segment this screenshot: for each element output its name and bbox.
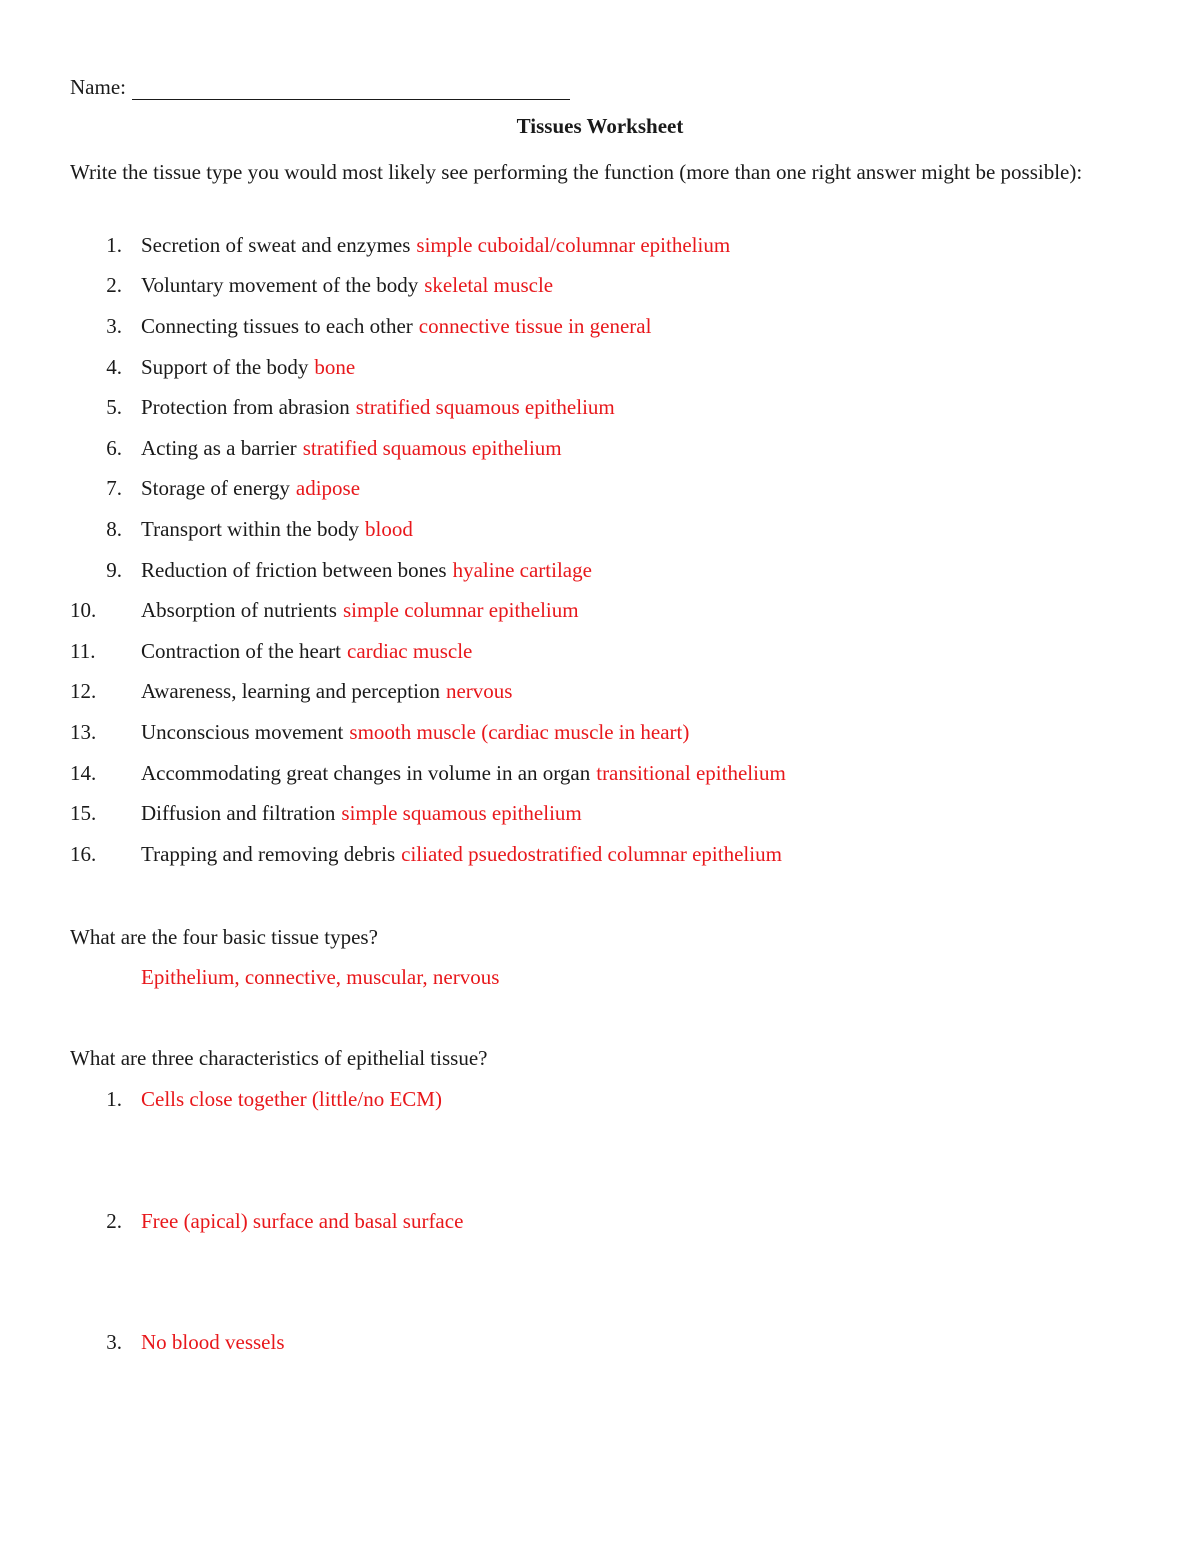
characteristic-number: 3. [106, 1330, 122, 1354]
question-answer: transitional epithelium [596, 760, 786, 785]
question-item [70, 834, 1130, 875]
question-answer: nervous [445, 679, 513, 704]
question-prompt: Reduction of friction between bones [141, 557, 447, 582]
characteristic-answer: No blood vessels [141, 1330, 285, 1354]
instructions: Write the tissue type you would most likely see performing the function (more than one right answer might be possible): [70, 160, 1083, 184]
characteristic-number: 1. [106, 1087, 122, 1111]
question-prompt: Storage of energy [141, 476, 290, 501]
question-prompt: Contraction of the heart [141, 638, 342, 663]
name-label: Name: [70, 75, 126, 99]
name-field-row [70, 70, 570, 100]
question-number: 14. [70, 760, 97, 785]
question-number: 8. [106, 516, 122, 541]
epithelial-characteristics-question: What are three characteristics of epithelial tissue? [70, 1046, 488, 1070]
question-item [70, 306, 1130, 347]
question-item [70, 347, 1130, 388]
question-item [70, 793, 1130, 834]
question-prompt: Transport within the body [141, 516, 359, 541]
question-number: 12. [70, 679, 97, 704]
question-item [70, 428, 1130, 469]
characteristic-answer: Cells close together (little/no ECM) [141, 1087, 442, 1111]
basic-types-answer: Epithelium, connective, muscular, nervous [141, 965, 500, 989]
question-number: 15. [70, 801, 97, 826]
question-number: 10. [70, 598, 97, 623]
question-prompt: Connecting tissues to each other [141, 313, 413, 338]
question-prompt: Acting as a barrier [141, 435, 297, 460]
question-answer: simple columnar epithelium [342, 598, 579, 623]
question-number: 5. [106, 395, 122, 420]
question-answer: blood [364, 516, 413, 541]
question-item [70, 225, 1130, 266]
question-number: 11. [70, 638, 96, 663]
question-answer: skeletal muscle [424, 273, 554, 298]
question-number: 7. [106, 476, 122, 501]
question-prompt: Awareness, learning and perception [141, 679, 440, 704]
question-prompt: Accommodating great changes in volume in an organ [141, 760, 591, 785]
question-number: 3. [106, 313, 122, 338]
question-answer: simple cuboidal/columnar epithelium [416, 232, 731, 257]
question-item [70, 550, 1130, 591]
question-list [70, 225, 1130, 875]
question-item [70, 266, 1130, 307]
question-answer: stratified squamous epithelium [355, 395, 615, 420]
question-answer: simple squamous epithelium [341, 801, 582, 826]
question-number: 16. [70, 841, 97, 866]
question-answer: connective tissue in general [418, 313, 652, 338]
question-prompt: Absorption of nutrients [141, 598, 337, 623]
question-prompt: Voluntary movement of the body [141, 273, 419, 298]
question-answer: adipose [295, 476, 361, 501]
question-prompt: Secretion of sweat and enzymes [141, 232, 411, 257]
question-answer: hyaline cartilage [452, 557, 592, 582]
question-answer: cardiac muscle [347, 638, 473, 663]
question-prompt: Trapping and removing debris [141, 841, 396, 866]
question-answer: bone [314, 354, 356, 379]
question-prompt: Unconscious movement [141, 719, 344, 744]
question-prompt: Protection from abrasion [141, 395, 350, 420]
characteristic-item [70, 1330, 285, 1355]
characteristic-answer: Free (apical) surface and basal surface [141, 1209, 464, 1233]
question-item [70, 631, 1130, 672]
question-number: 6. [106, 435, 122, 460]
question-number: 1. [106, 232, 122, 257]
question-answer: stratified squamous epithelium [302, 435, 562, 460]
characteristic-item [70, 1209, 463, 1234]
question-number: 2. [106, 273, 122, 298]
question-number: 13. [70, 719, 97, 744]
name-blank-line[interactable] [132, 75, 570, 100]
question-item [70, 469, 1130, 510]
page-title: Tissues Worksheet [516, 114, 684, 138]
question-answer: smooth muscle (cardiac muscle in heart) [349, 719, 690, 744]
question-answer: ciliated psuedostratified columnar epithelium [401, 841, 782, 866]
question-item [70, 387, 1130, 428]
question-item [70, 672, 1130, 713]
characteristic-number: 2. [106, 1209, 122, 1233]
question-item [70, 712, 1130, 753]
question-prompt: Diffusion and filtration [141, 801, 336, 826]
basic-types-question: What are the four basic tissue types? [70, 925, 378, 949]
question-item [70, 590, 1130, 631]
question-item [70, 753, 1130, 794]
question-prompt: Support of the body [141, 354, 309, 379]
question-item [70, 509, 1130, 550]
characteristic-item [70, 1087, 442, 1112]
question-number: 9. [106, 557, 122, 582]
question-number: 4. [106, 354, 122, 379]
